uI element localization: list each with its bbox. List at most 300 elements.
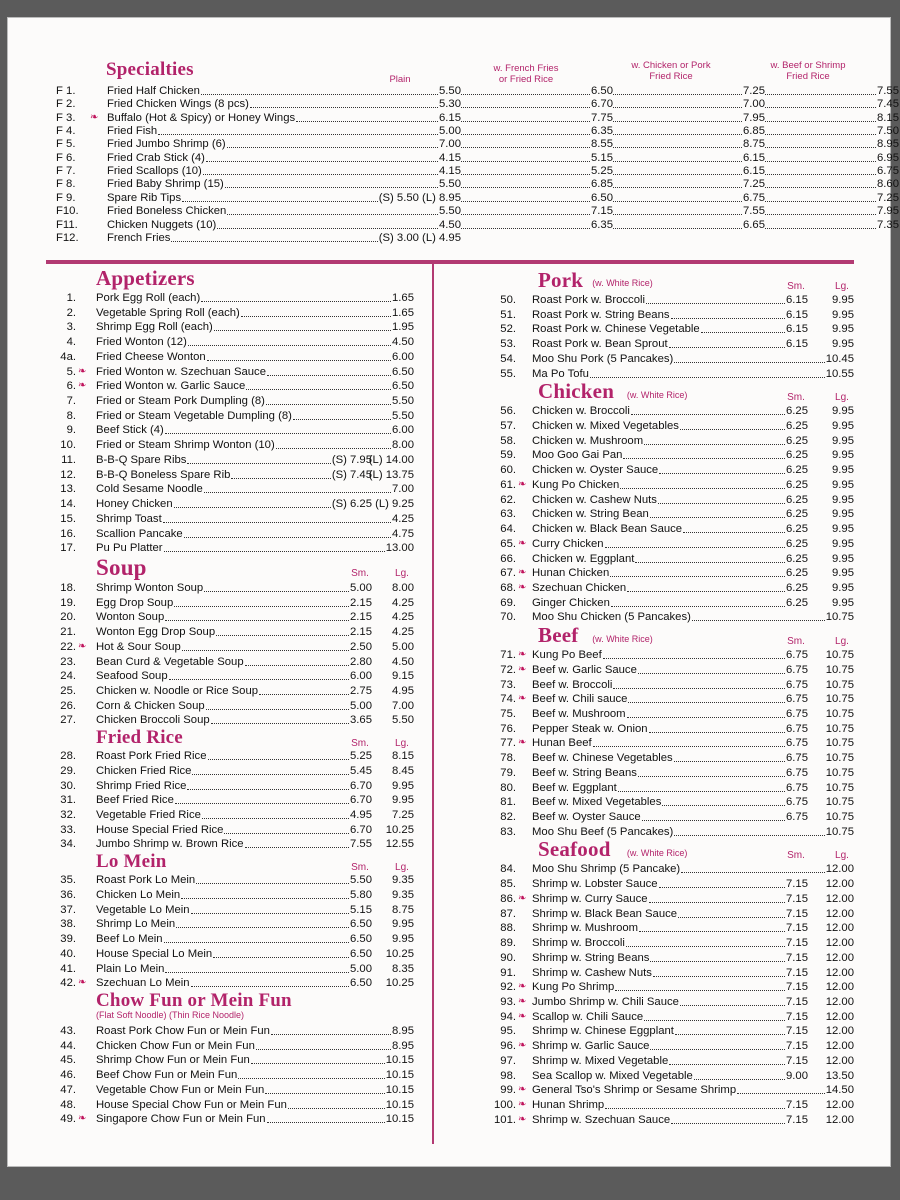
price-fries: 6.50 bbox=[591, 85, 613, 97]
menu-item-row bbox=[482, 448, 860, 462]
menu-item-row bbox=[46, 903, 420, 917]
item-name: Fried or Steam Pork Dumpling (8) bbox=[96, 395, 265, 408]
price-small: 5.00 bbox=[350, 699, 372, 712]
item-name: Roast Pork Lo Mein bbox=[96, 874, 196, 887]
price-beef: 7.55 bbox=[877, 85, 899, 97]
menu-item-row bbox=[482, 434, 860, 448]
item-code: 84. bbox=[500, 863, 516, 876]
item-name: Shrimp Fried Rice bbox=[96, 779, 187, 792]
leader-dots bbox=[461, 121, 590, 122]
price-small: (S) 7.95 bbox=[331, 453, 372, 466]
item-name: Kung Po Chicken bbox=[532, 478, 620, 491]
price-large: 9.95 bbox=[392, 794, 414, 807]
item-code: 79. bbox=[500, 766, 516, 779]
item-name: Vegetable Chow Fun or Mein Fun bbox=[96, 1083, 265, 1096]
item-code: 78. bbox=[500, 752, 516, 765]
item-code: 7. bbox=[66, 395, 76, 408]
price-small: 6.15 bbox=[786, 323, 808, 336]
seafood-subtitle: (w. White Rice) bbox=[626, 847, 688, 858]
price-small: 6.25 bbox=[786, 420, 808, 433]
item-name: House Special Lo Mein bbox=[96, 947, 213, 960]
item-code: 62. bbox=[500, 493, 516, 506]
leader-dots bbox=[646, 303, 785, 304]
item-name: Roast Pork w. Broccoli bbox=[532, 294, 646, 306]
item-name: Beef w. String Beans bbox=[532, 766, 637, 779]
item-name: Fried Wonton (12) bbox=[96, 336, 187, 349]
item-name-cell bbox=[96, 655, 372, 669]
price-cell-fries bbox=[461, 111, 613, 125]
leader-dots bbox=[644, 1020, 785, 1021]
leader-dots bbox=[171, 241, 377, 242]
price-small: 7.15 bbox=[786, 937, 808, 950]
price-large: 8.00 bbox=[392, 581, 414, 594]
item-code: 63. bbox=[500, 508, 516, 521]
item-name: Hot & Sour Soup bbox=[96, 640, 181, 653]
item-name: Singapore Chow Fun or Mein Fun bbox=[96, 1113, 266, 1126]
price-small: 7.15 bbox=[786, 951, 808, 964]
menu-item-row bbox=[482, 936, 860, 950]
item-code: 29. bbox=[60, 764, 76, 777]
price-fries: 5.15 bbox=[591, 151, 613, 164]
item-code: 1. bbox=[66, 292, 76, 304]
price-small: 7.15 bbox=[786, 892, 808, 905]
item-name-cell bbox=[96, 497, 372, 511]
item-name-cell bbox=[532, 810, 808, 824]
menu-item-row bbox=[46, 291, 420, 305]
specialty-row bbox=[56, 164, 899, 178]
leader-dots bbox=[461, 161, 590, 162]
item-name: Shrimp w. Garlic Sauce bbox=[532, 1040, 650, 1053]
menu-item-row bbox=[482, 1083, 860, 1097]
menu-item-row bbox=[482, 1010, 860, 1024]
price-large: (L) 13.75 bbox=[368, 468, 414, 481]
item-name: Vegetable Fried Rice bbox=[96, 809, 201, 822]
price-small: 7.15 bbox=[786, 1054, 808, 1067]
leader-dots bbox=[224, 833, 349, 834]
leader-dots bbox=[213, 957, 349, 958]
item-name: Shrimp w. Curry Sauce bbox=[532, 892, 648, 905]
item-name: French Fries bbox=[107, 231, 171, 244]
price-plain: 4.15 bbox=[439, 151, 461, 164]
leader-dots bbox=[164, 942, 349, 943]
item-name-plain bbox=[107, 164, 461, 178]
header-lg: Lg. bbox=[835, 635, 849, 647]
price-plain: (S) 3.00 (L) 4.95 bbox=[378, 231, 461, 244]
item-name: Scallop w. Chili Sauce bbox=[532, 1010, 644, 1023]
item-code: 76. bbox=[500, 722, 516, 735]
price-large: 12.00 bbox=[825, 995, 854, 1008]
item-name-cell bbox=[532, 522, 808, 536]
item-code: 60. bbox=[500, 464, 516, 477]
menu-item-row bbox=[46, 947, 420, 961]
price-small: 5.80 bbox=[350, 888, 372, 901]
price-small: 7.15 bbox=[786, 1099, 808, 1111]
leader-dots bbox=[615, 990, 785, 991]
price-cell-beef bbox=[765, 124, 899, 138]
spicy-icon: ❧ bbox=[78, 365, 87, 377]
price-large: 12.00 bbox=[825, 966, 854, 979]
item-code: 19. bbox=[60, 596, 76, 609]
price-large: 9.95 bbox=[832, 405, 854, 418]
leader-dots bbox=[658, 503, 785, 504]
item-name: Corn & Chicken Soup bbox=[96, 699, 205, 712]
price-small: 6.75 bbox=[786, 649, 808, 662]
menu-item-row bbox=[46, 1053, 420, 1067]
price-cell-chicken bbox=[613, 151, 765, 165]
price-large: 10.75 bbox=[825, 649, 854, 662]
price-large: 9.95 bbox=[832, 294, 854, 306]
price-small: 7.55 bbox=[350, 838, 372, 851]
item-code: 64. bbox=[500, 523, 516, 536]
menu-item-row bbox=[46, 669, 420, 683]
item-name: Shrimp w. String Beans bbox=[532, 951, 650, 964]
item-code: 26. bbox=[60, 699, 76, 712]
item-code: 16. bbox=[60, 527, 76, 540]
item-name-cell bbox=[532, 980, 808, 994]
item-name-cell bbox=[96, 438, 414, 452]
item-code: 71. bbox=[500, 649, 516, 662]
price-cell-beef bbox=[765, 97, 899, 111]
item-code: 4a. bbox=[60, 350, 76, 363]
price-large: 9.95 bbox=[832, 596, 854, 609]
item-name: Fried Scallops (10) bbox=[107, 165, 202, 178]
item-name: Honey Chicken bbox=[96, 498, 173, 511]
leader-dots bbox=[681, 872, 825, 873]
price-fries: 6.50 bbox=[591, 191, 613, 204]
item-name: Shrimp Chow Fun or Mein Fun bbox=[96, 1054, 250, 1067]
price-small: 6.25 bbox=[786, 434, 808, 447]
fried-rice-title: Fried Rice bbox=[96, 727, 183, 749]
chicken-title: Chicken bbox=[538, 379, 615, 404]
item-name: Wonton Soup bbox=[96, 611, 165, 624]
price-large: 9.95 bbox=[832, 420, 854, 433]
beef-title: Beef bbox=[538, 623, 579, 648]
price-large: 10.75 bbox=[825, 781, 854, 794]
item-name-cell bbox=[96, 625, 372, 639]
leader-dots bbox=[675, 1034, 785, 1035]
price-large: 6.00 bbox=[392, 350, 414, 363]
item-name-cell bbox=[96, 684, 372, 698]
item-name-cell bbox=[96, 541, 414, 555]
price-small: 6.50 bbox=[350, 947, 372, 960]
item-name-cell bbox=[532, 751, 808, 765]
item-name-cell bbox=[532, 308, 808, 322]
price-large: 10.15 bbox=[385, 1098, 414, 1111]
item-code: 48. bbox=[60, 1098, 76, 1111]
item-name-plain bbox=[107, 124, 461, 138]
price-large: 6.50 bbox=[392, 365, 414, 378]
item-name: Vegetable Lo Mein bbox=[96, 903, 190, 916]
item-name: Roast Pork w. Chinese Vegetable bbox=[532, 323, 700, 336]
leader-dots bbox=[593, 746, 785, 747]
item-code: 70. bbox=[500, 611, 516, 624]
leader-dots bbox=[701, 332, 785, 333]
price-large: 9.35 bbox=[392, 874, 414, 887]
item-code: 59. bbox=[500, 449, 516, 462]
price-large: 9.95 bbox=[832, 552, 854, 565]
price-large: 9.15 bbox=[392, 670, 414, 683]
price-small: 5.00 bbox=[350, 581, 372, 594]
menu-item-row bbox=[46, 1068, 420, 1082]
item-name-cell bbox=[532, 463, 808, 477]
price-large: 12.00 bbox=[825, 892, 854, 905]
item-name-cell bbox=[532, 663, 808, 677]
price-large: 12.00 bbox=[825, 951, 854, 964]
leader-dots bbox=[613, 121, 742, 122]
price-large: 8.75 bbox=[392, 903, 414, 916]
item-code: 85. bbox=[500, 878, 516, 891]
price-small: 2.50 bbox=[350, 640, 372, 653]
item-name-cell bbox=[96, 482, 414, 496]
price-large: 13.50 bbox=[825, 1069, 854, 1082]
item-name-cell bbox=[532, 581, 808, 595]
item-code: 3. bbox=[66, 321, 76, 334]
price-large: 12.00 bbox=[825, 1099, 854, 1111]
item-name: Cold Sesame Noodle bbox=[96, 483, 203, 496]
price-large: 5.50 bbox=[392, 714, 414, 727]
menu-item-row bbox=[46, 793, 420, 807]
price-small: 6.25 bbox=[786, 537, 808, 550]
price-small: 5.50 bbox=[350, 874, 372, 887]
item-name-cell bbox=[532, 404, 808, 418]
item-name: Chicken w. Cashew Nuts bbox=[532, 493, 657, 506]
item-code: 77. bbox=[500, 737, 516, 750]
price-chicken: 7.55 bbox=[743, 205, 765, 218]
item-name-cell bbox=[532, 1039, 808, 1053]
leader-dots bbox=[207, 360, 391, 361]
menu-item-row bbox=[46, 713, 420, 727]
leader-dots bbox=[659, 473, 785, 474]
item-name: Shrimp w. Szechuan Sauce bbox=[532, 1113, 671, 1126]
leader-dots bbox=[650, 517, 785, 518]
price-large: 10.75 bbox=[825, 663, 854, 676]
item-name-cell bbox=[532, 566, 808, 580]
price-small: 6.75 bbox=[786, 781, 808, 794]
price-large: 10.75 bbox=[825, 766, 854, 779]
item-code: 61. bbox=[500, 478, 516, 491]
item-code: 65. bbox=[500, 537, 516, 550]
item-name: Plain Lo Mein bbox=[96, 962, 165, 975]
item-name: Seafood Soup bbox=[96, 670, 168, 683]
header-plain: Plain bbox=[389, 74, 411, 85]
leader-dots bbox=[259, 694, 349, 695]
price-fries: 7.15 bbox=[591, 205, 613, 218]
menu-item-row bbox=[482, 648, 860, 662]
menu-item-row bbox=[482, 966, 860, 980]
menu-item-row bbox=[46, 468, 420, 482]
leader-dots bbox=[267, 1122, 385, 1123]
spicy-icon: ❧ bbox=[518, 693, 527, 705]
price-cell-fries bbox=[461, 204, 613, 218]
leader-dots bbox=[227, 147, 438, 148]
leader-dots bbox=[276, 448, 391, 449]
item-code: 42. bbox=[60, 977, 76, 990]
menu-item-row bbox=[482, 980, 860, 994]
leader-dots bbox=[674, 761, 785, 762]
item-code: 8. bbox=[66, 409, 76, 422]
price-cell-fries bbox=[461, 124, 613, 138]
item-name: Fried Baby Shrimp (15) bbox=[107, 178, 224, 191]
item-code: 31. bbox=[60, 794, 76, 807]
price-plain: 5.30 bbox=[439, 98, 461, 111]
leader-dots bbox=[653, 976, 785, 977]
leader-dots bbox=[694, 1079, 785, 1080]
item-name: Moo Shu Pork (5 Pancakes) bbox=[532, 352, 674, 365]
item-name: General Tso's Shrimp or Sesame Shrimp bbox=[532, 1084, 737, 1097]
leader-dots bbox=[204, 591, 349, 592]
price-small: 5.45 bbox=[350, 764, 372, 777]
item-code: 27. bbox=[60, 714, 76, 727]
price-large: 9.95 bbox=[832, 449, 854, 462]
price-small: 9.00 bbox=[786, 1069, 808, 1082]
leader-dots bbox=[267, 375, 391, 376]
menu-item-row bbox=[46, 350, 420, 364]
leader-dots bbox=[265, 1093, 384, 1094]
spicy-icon: ❧ bbox=[78, 380, 87, 392]
price-large: 10.15 bbox=[385, 1113, 414, 1126]
specialty-row bbox=[56, 231, 856, 245]
price-chicken: 7.25 bbox=[743, 85, 765, 97]
leader-dots bbox=[638, 776, 785, 777]
item-name-cell bbox=[96, 888, 372, 902]
header-sm: Sm. bbox=[351, 737, 369, 749]
price-large: 12.00 bbox=[825, 1054, 854, 1067]
leader-dots bbox=[165, 433, 391, 434]
item-code: 89. bbox=[500, 937, 516, 950]
leader-dots bbox=[627, 591, 785, 592]
price-small: 6.25 bbox=[786, 464, 808, 477]
leader-dots bbox=[680, 1005, 785, 1006]
price-large: 12.55 bbox=[385, 838, 414, 851]
leader-dots bbox=[245, 665, 349, 666]
menu-item-row bbox=[482, 781, 860, 795]
leader-dots bbox=[618, 791, 785, 792]
price-large: 12.00 bbox=[825, 1113, 854, 1126]
item-name: Beef w. Mushroom bbox=[532, 708, 626, 720]
price-large: 10.75 bbox=[825, 693, 854, 706]
spicy-icon: ❧ bbox=[518, 567, 527, 579]
leader-dots bbox=[765, 121, 876, 122]
price-small: 5.15 bbox=[350, 903, 372, 916]
item-name-cell bbox=[532, 907, 808, 921]
item-name: Chicken Chow Fun or Mein Fun bbox=[96, 1039, 255, 1052]
item-name-cell bbox=[532, 1010, 808, 1024]
item-code: 21. bbox=[60, 626, 76, 639]
item-name: Fried Wonton w. Garlic Sauce bbox=[96, 380, 246, 393]
item-code: 94. bbox=[500, 1010, 516, 1023]
leader-dots bbox=[266, 404, 391, 405]
menu-item-row bbox=[482, 877, 860, 891]
item-code: 83. bbox=[500, 825, 516, 838]
price-large: 10.55 bbox=[825, 367, 854, 380]
item-name-cell bbox=[96, 453, 372, 467]
price-beef: 8.95 bbox=[877, 138, 899, 151]
price-large: 5.00 bbox=[392, 640, 414, 653]
price-cell-fries bbox=[461, 137, 613, 151]
item-name: Beef w. Eggplant bbox=[532, 781, 617, 794]
item-code: F 6. bbox=[56, 151, 76, 164]
price-large: 4.50 bbox=[392, 336, 414, 349]
item-name-cell bbox=[532, 493, 808, 507]
price-small: 6.70 bbox=[350, 794, 372, 807]
item-name-cell bbox=[96, 409, 414, 423]
price-cell-chicken bbox=[613, 84, 765, 98]
menu-item-row bbox=[46, 1098, 420, 1112]
menu-item-row bbox=[482, 566, 860, 580]
item-name: Fried Half Chicken bbox=[107, 85, 200, 97]
leader-dots bbox=[628, 702, 785, 703]
spicy-icon: ❧ bbox=[518, 478, 527, 490]
price-small: 7.15 bbox=[786, 1040, 808, 1053]
menu-item-row bbox=[482, 921, 860, 935]
item-code: 88. bbox=[500, 922, 516, 935]
price-chicken: 6.65 bbox=[743, 218, 765, 231]
price-small: 2.15 bbox=[350, 611, 372, 624]
item-name: Fried Cheese Wonton bbox=[96, 350, 206, 363]
specialty-row bbox=[56, 191, 899, 205]
price-large: 7.00 bbox=[392, 699, 414, 712]
item-code: 82. bbox=[500, 811, 516, 824]
leader-dots bbox=[623, 458, 785, 459]
leader-dots bbox=[293, 419, 391, 420]
price-large: 9.95 bbox=[832, 523, 854, 536]
leader-dots bbox=[627, 717, 785, 718]
item-name-cell bbox=[532, 766, 808, 780]
item-name-cell bbox=[532, 293, 808, 307]
price-chicken: 6.75 bbox=[743, 191, 765, 204]
leader-dots bbox=[674, 362, 824, 363]
price-large: 12.00 bbox=[825, 1025, 854, 1038]
price-chicken: 6.85 bbox=[743, 125, 765, 138]
item-code: 6. bbox=[66, 380, 76, 393]
price-large: 9.95 bbox=[832, 323, 854, 336]
item-name: Chicken Fried Rice bbox=[96, 764, 192, 777]
leader-dots bbox=[191, 986, 349, 987]
price-large: 10.25 bbox=[385, 947, 414, 960]
item-name: Beef w. Broccoli bbox=[532, 678, 613, 691]
item-name: Chicken w. Broccoli bbox=[532, 405, 630, 418]
item-name-cell bbox=[96, 808, 372, 822]
price-large: 10.45 bbox=[825, 352, 854, 365]
chow-fun-or-mein-fun-title: Chow Fun or Mein Fun bbox=[96, 989, 292, 1011]
item-name: Chicken w. Black Bean Sauce bbox=[532, 523, 683, 536]
spicy-icon: ❧ bbox=[518, 1084, 527, 1096]
price-fries: 6.35 bbox=[591, 125, 613, 138]
item-name: Shrimp Egg Roll (each) bbox=[96, 321, 213, 334]
item-name-cell bbox=[96, 793, 372, 807]
item-name: Hunan Beef bbox=[532, 737, 592, 750]
price-small: 7.15 bbox=[786, 907, 808, 920]
item-code: F 2. bbox=[56, 98, 76, 111]
price-small: 6.75 bbox=[786, 796, 808, 809]
leader-dots bbox=[765, 161, 876, 162]
price-chicken: 7.95 bbox=[743, 111, 765, 124]
item-code: 86. bbox=[500, 892, 516, 905]
menu-item-row bbox=[46, 808, 420, 822]
specialty-row bbox=[56, 137, 899, 151]
leader-dots bbox=[288, 1108, 385, 1109]
item-name-cell bbox=[96, 306, 414, 320]
leader-dots bbox=[187, 463, 330, 464]
menu-page bbox=[8, 18, 899, 1166]
item-name: Chicken Nuggets (10) bbox=[107, 218, 217, 231]
section-divider bbox=[46, 260, 854, 264]
item-code: 49. bbox=[60, 1113, 76, 1126]
price-large: 10.15 bbox=[385, 1083, 414, 1096]
item-name: Fried Boneless Chicken bbox=[107, 205, 227, 218]
price-fries: 8.55 bbox=[591, 138, 613, 151]
item-name-cell bbox=[532, 795, 808, 809]
